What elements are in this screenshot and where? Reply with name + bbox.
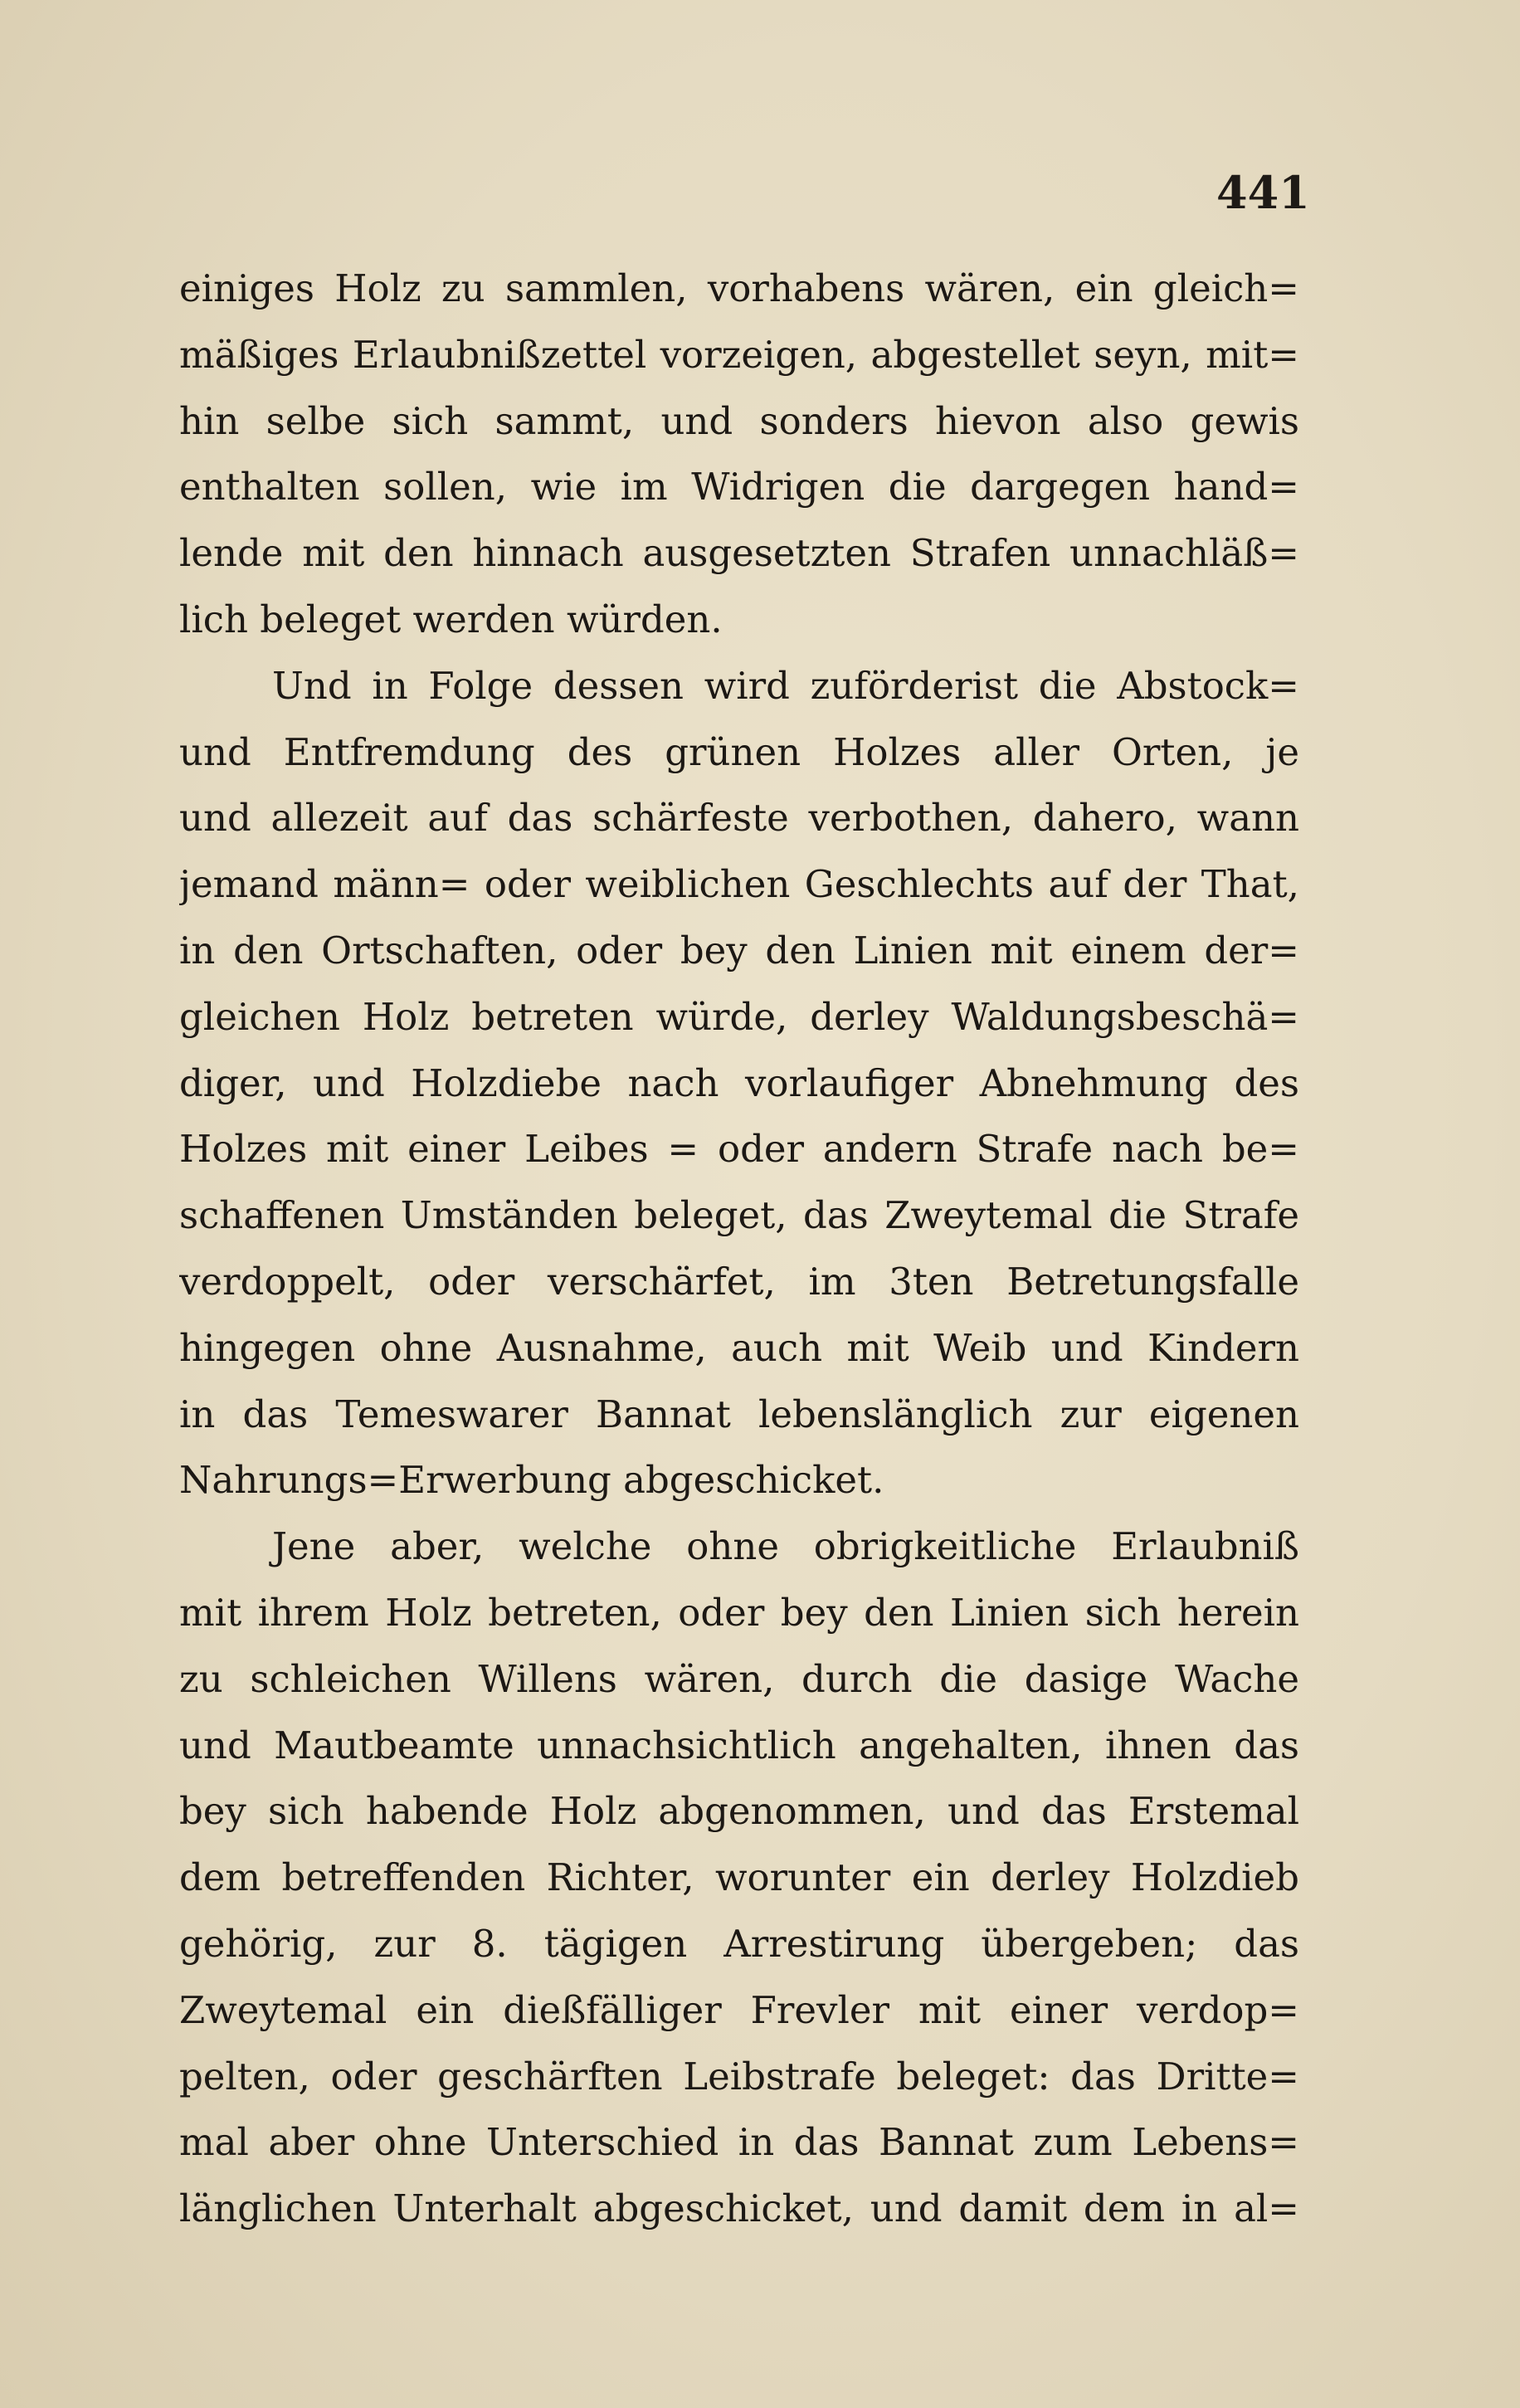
text-line: bey sich habende Holz abgenommen, und das Erstemal xyxy=(179,1789,1299,1834)
page-number: 441 xyxy=(1216,166,1310,219)
text-line: hingegen ohne Ausnahme, auch mit Weib und Kindern xyxy=(179,1325,1299,1370)
text-line: jemand männ= oder weiblichen Geschlechts auf der That, xyxy=(179,862,1299,907)
text-line: gleichen Holz betreten würde, derley Waldungsbeschä= xyxy=(179,994,1299,1039)
body-text xyxy=(179,256,1299,2242)
text-line: zu schleichen Willens wären, durch die dasige Wache xyxy=(179,1656,1299,1701)
text-line: mit ihrem Holz betreten, oder bey den Linien sich herein xyxy=(179,1590,1299,1635)
text-line: mäßiges Erlaubnißzettel vorzeigen, abgestellet seyn, mit= xyxy=(179,332,1299,377)
text-line: diger, und Holzdiebe nach vorlaufiger Abnehmung des xyxy=(179,1060,1299,1105)
text-line: schaffenen Umständen beleget, das Zweytemal die Strafe xyxy=(179,1193,1299,1238)
text-line: Jene aber, welche ohne obrigkeitliche Erlaubniß xyxy=(272,1524,1299,1569)
text-line: und Mautbeamte unnachsichtlich angehalten, ihnen das xyxy=(179,1723,1299,1767)
text-line: lich beleget werden würden. xyxy=(179,597,723,641)
text-line: hin selbe sich sammt, und sonders hievon also gewis xyxy=(179,398,1299,443)
text-line: einiges Holz zu sammlen, vorhabens wären, ein gleich= xyxy=(179,266,1299,310)
text-line: enthalten sollen, wie im Widrigen die dargegen hand= xyxy=(179,465,1299,509)
paragraph-3 xyxy=(179,1514,1299,2242)
text-line: und allezeit auf das schärfeste verbothen, dahero, wann xyxy=(179,796,1299,841)
text-line: mal aber ohne Unterschied in das Bannat zum Lebens= xyxy=(179,2120,1299,2165)
text-line: Zweytemal ein dießfälliger Frevler mit einer verdop= xyxy=(179,1987,1299,2032)
text-line: in das Temeswarer Bannat lebenslänglich zur eigenen xyxy=(179,1392,1299,1436)
text-line: lende mit den hinnach ausgesetzten Strafen unnachläß= xyxy=(179,531,1299,576)
text-line: länglichen Unterhalt abgeschicket, und damit dem in al= xyxy=(179,2186,1299,2231)
text-line: Holzes mit einer Leibes = oder andern Strafe nach be= xyxy=(179,1127,1299,1172)
text-line: dem betreffenden Richter, worunter ein derley Holzdieb xyxy=(179,1855,1299,1900)
text-line: in den Ortschaften, oder bey den Linien mit einem der= xyxy=(179,928,1299,972)
text-line: Nahrungs=Erwerbung abgeschicket. xyxy=(179,1458,884,1503)
paragraph-1 xyxy=(179,256,1299,653)
text-line: pelten, oder geschärften Leibstrafe beleget: das Dritte= xyxy=(179,2054,1299,2098)
paragraph-2 xyxy=(179,653,1299,1514)
text-line: Und in Folge dessen wird zuförderist die Abstock= xyxy=(272,663,1299,708)
text-line: verdoppelt, oder verschärfet, im 3ten Betretungsfalle xyxy=(179,1259,1299,1304)
text-line: und Entfremdung des grünen Holzes aller Orten, je xyxy=(179,729,1299,774)
text-line: gehörig, zur 8. tägigen Arrestirung übergeben; das xyxy=(179,1921,1299,1966)
